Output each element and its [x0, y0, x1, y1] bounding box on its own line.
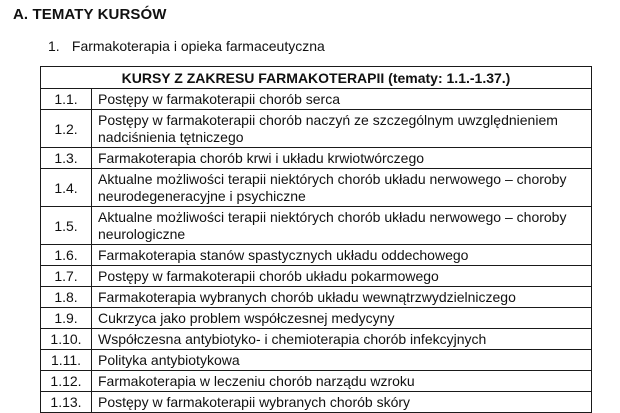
table-row	[41, 392, 592, 413]
course-code: 1.4.	[41, 169, 92, 207]
course-title: Farmakoterapia stanów spastycznych układu oddechowego	[92, 245, 592, 266]
course-title: Farmakoterapia w leczeniu chorób narządu wzroku	[92, 371, 592, 392]
course-code: 1.13.	[41, 392, 92, 413]
subsection-title: Farmakoterapia i opieka farmaceutyczna	[71, 38, 325, 54]
course-code: 1.9.	[41, 308, 92, 329]
table-row	[41, 329, 592, 350]
course-title: Aktualne możliwości terapii niektórych chorób układu nerwowego – choroby neurologiczne	[92, 207, 592, 245]
course-code: 1.2.	[41, 110, 92, 148]
table-row	[41, 169, 592, 207]
course-title: Postępy w farmakoterapii chorób układu pokarmowego	[92, 266, 592, 287]
table-row	[41, 287, 592, 308]
table-row	[41, 308, 592, 329]
course-title: Postępy w farmakoterapii wybranych chorób skóry	[92, 392, 592, 413]
table-row	[41, 89, 592, 110]
course-code: 1.12.	[41, 371, 92, 392]
table-row	[41, 371, 592, 392]
table-row	[41, 350, 592, 371]
course-code: 1.1.	[41, 89, 92, 110]
course-title: Postępy w farmakoterapii chorób naczyń ze szczególnym uwzględnieniem nadciśnienia tętniczego	[92, 110, 592, 148]
table-header: KURSY Z ZAKRESU FARMAKOTERAPII (tematy: 1.1.-1.37.)	[41, 67, 592, 89]
table-row	[41, 245, 592, 266]
course-code: 1.8.	[41, 287, 92, 308]
subsection-number: 1.	[48, 38, 60, 54]
table-row	[41, 110, 592, 148]
course-title: Cukrzyca jako problem współczesnej medycyny	[92, 308, 592, 329]
course-title: Postępy w farmakoterapii chorób serca	[92, 89, 592, 110]
course-title: Współczesna antybiotyko- i chemioterapia chorób infekcyjnych	[92, 329, 592, 350]
course-title: Aktualne możliwości terapii niektórych chorób układu nerwowego – choroby neurodegeneracyjne i psychiczne	[92, 169, 592, 207]
subsection-heading	[48, 36, 325, 56]
courses-table	[40, 66, 592, 413]
section-heading: A. TEMATY KURSÓW	[13, 6, 167, 23]
table-row	[41, 148, 592, 169]
course-code: 1.6.	[41, 245, 92, 266]
table-row	[41, 266, 592, 287]
table-row	[41, 207, 592, 245]
course-title: Farmakoterapia wybranych chorób układu wewnątrzwydzielniczego	[92, 287, 592, 308]
course-code: 1.11.	[41, 350, 92, 371]
course-code: 1.3.	[41, 148, 92, 169]
course-code: 1.5.	[41, 207, 92, 245]
course-code: 1.7.	[41, 266, 92, 287]
course-title: Farmakoterapia chorób krwi i układu krwiotwórczego	[92, 148, 592, 169]
course-title: Polityka antybiotykowa	[92, 350, 592, 371]
course-code: 1.10.	[41, 329, 92, 350]
